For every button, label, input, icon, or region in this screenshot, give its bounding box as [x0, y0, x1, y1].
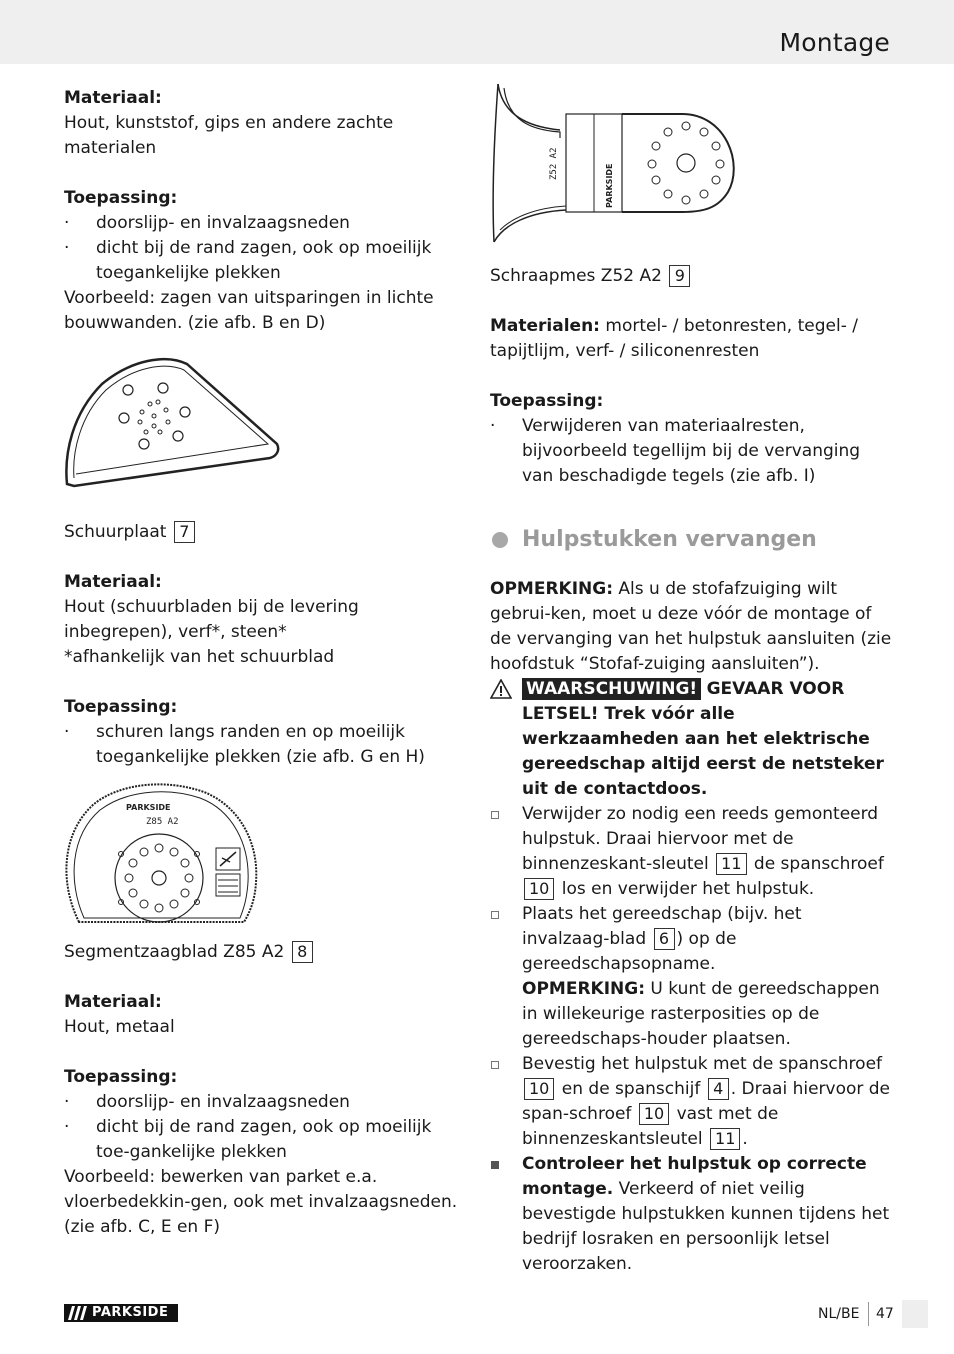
step-item: Plaats het gereedschap (bijv. het invalzaag-blad 6 ) op de gereedschapsopname. OPMERKING: U kunt de gereedschappen in willekeurige rasterposities op de gereedschaps-houder plaatsen.: [490, 902, 892, 1052]
material-text: Hout, kunststof, gips en andere zachte materialen: [64, 113, 394, 158]
right-column: [490, 80, 892, 1277]
footer-language: NL/BE: [818, 1306, 860, 1322]
list-item: · dicht bij de rand zagen, ook op moeilijk toegankelijke plekken: [64, 238, 432, 283]
scraper-figure: [490, 80, 740, 248]
svg-text:PARKSIDE: PARKSIDE: [605, 163, 614, 208]
note-paragraph: OPMERKING: Als u de stofafzuiging wilt gebrui-ken, moet u deze vóór de montage of de vervanging van het hulpstuk aansluiten (zie hoofdstuk “Stofaf-zuiging aansluiten”).: [490, 579, 892, 674]
page-number: 47: [876, 1306, 894, 1322]
svg-text:PARKSIDE: PARKSIDE: [126, 803, 171, 812]
sanding-plate-caption: Schuurplaat 7: [64, 520, 464, 545]
svg-text:Z52 A2: Z52 A2: [549, 147, 559, 180]
svg-text:Z85 A2: Z85 A2: [146, 817, 179, 827]
use-label: Toepassing:: [64, 697, 178, 717]
page-header: [0, 0, 954, 64]
footer-tab: [902, 1300, 928, 1328]
segment-blade-figure: [64, 782, 264, 932]
use-label: Toepassing:: [64, 188, 178, 208]
list-item: · dicht bij de rand zagen, ook op moeilijk toe-gankelijke plekken: [64, 1117, 432, 1162]
list-item: · schuren langs randen en op moeilijk toegankelijke plekken (zie afb. G en H): [64, 722, 425, 767]
footnote-text: *afhankelijk van het schuurblad: [64, 647, 335, 667]
ref-number: 7: [174, 521, 195, 543]
left-column: [64, 86, 464, 1240]
materials-paragraph: Materialen: mortel- / betonresten, tegel- / tapijtlijm, verf- / siliconenresten: [490, 316, 858, 361]
logo-stripes-icon: [68, 1306, 88, 1320]
ref-number: 9: [669, 265, 690, 287]
list-item: · Verwijderen van materiaalresten, bijvoorbeeld tegellijm bij de vervanging van beschadigde tegels (zie afb. I): [490, 416, 861, 486]
material-text: Hout (schuurbladen bij de levering inbegrepen), verf*, steen*: [64, 597, 359, 642]
ref-number: 8: [292, 941, 313, 963]
scraper-caption: Schraapmes Z52 A2 9: [490, 264, 892, 289]
filled-square-icon: [491, 1161, 499, 1169]
page-title: Montage: [779, 28, 890, 57]
use-label: Toepassing:: [64, 1067, 178, 1087]
material-label: Materiaal:: [64, 572, 162, 592]
brand-logo: PARKSIDE: [64, 1304, 178, 1322]
bullet-dot-icon: [492, 532, 508, 548]
step-item: Verwijder zo nodig een reeds gemonteerd hulpstuk. Draai hiervoor met de binnenzeskant-sleutel 11 de spanschroef 10 los en verwijder het hulpstuk.: [490, 802, 892, 902]
warning-triangle-icon: [490, 679, 512, 699]
segment-blade-caption: Segmentzaagblad Z85 A2 8: [64, 940, 464, 965]
sanding-plate-figure: [62, 354, 292, 494]
step-item: Bevestig het hulpstuk met de spanschroef 10 en de spanschijf 4 . Draai hiervoor de span-schroef 10 vast met de binnenzeskantsleutel 11 .: [490, 1052, 892, 1152]
warning-badge: WAARSCHUWING!: [522, 678, 701, 700]
checkbox-icon: [491, 1061, 499, 1069]
material-label: Materiaal:: [64, 88, 162, 108]
checkbox-icon: [491, 811, 499, 819]
step-item: Controleer het hulpstuk op correcte montage. Verkeerd of niet veilig bevestigde hulpstukken kunnen tijdens het bedrijf losraken en persoonlijk letsel veroorzaken.: [490, 1152, 892, 1277]
material-text: Hout, metaal: [64, 1017, 175, 1037]
list-item: · doorslijp- en invalzaagsneden: [64, 213, 350, 233]
example-text: Voorbeeld: bewerken van parket e.a. vloerbedekkin-gen, ook met invalzaagsneden. (zie afb. C, E en F): [64, 1167, 458, 1237]
list-item: · doorslijp- en invalzaagsneden: [64, 1092, 350, 1112]
checkbox-icon: [491, 911, 499, 919]
use-label: Toepassing:: [490, 391, 604, 411]
warning-block: WAARSCHUWING! GEVAAR VOOR LETSEL! Trek vóór alle werkzaamheden aan het elektrische gereedschap altijd eerst de netsteker uit de contactdoos.: [490, 677, 892, 802]
footer-divider: [868, 1302, 869, 1326]
material-label: Materiaal:: [64, 992, 162, 1012]
section-heading: Hulpstukken vervangen: [490, 525, 892, 555]
example-text: Voorbeeld: zagen van uitsparingen in lichte bouwwanden. (zie afb. B en D): [64, 288, 434, 333]
